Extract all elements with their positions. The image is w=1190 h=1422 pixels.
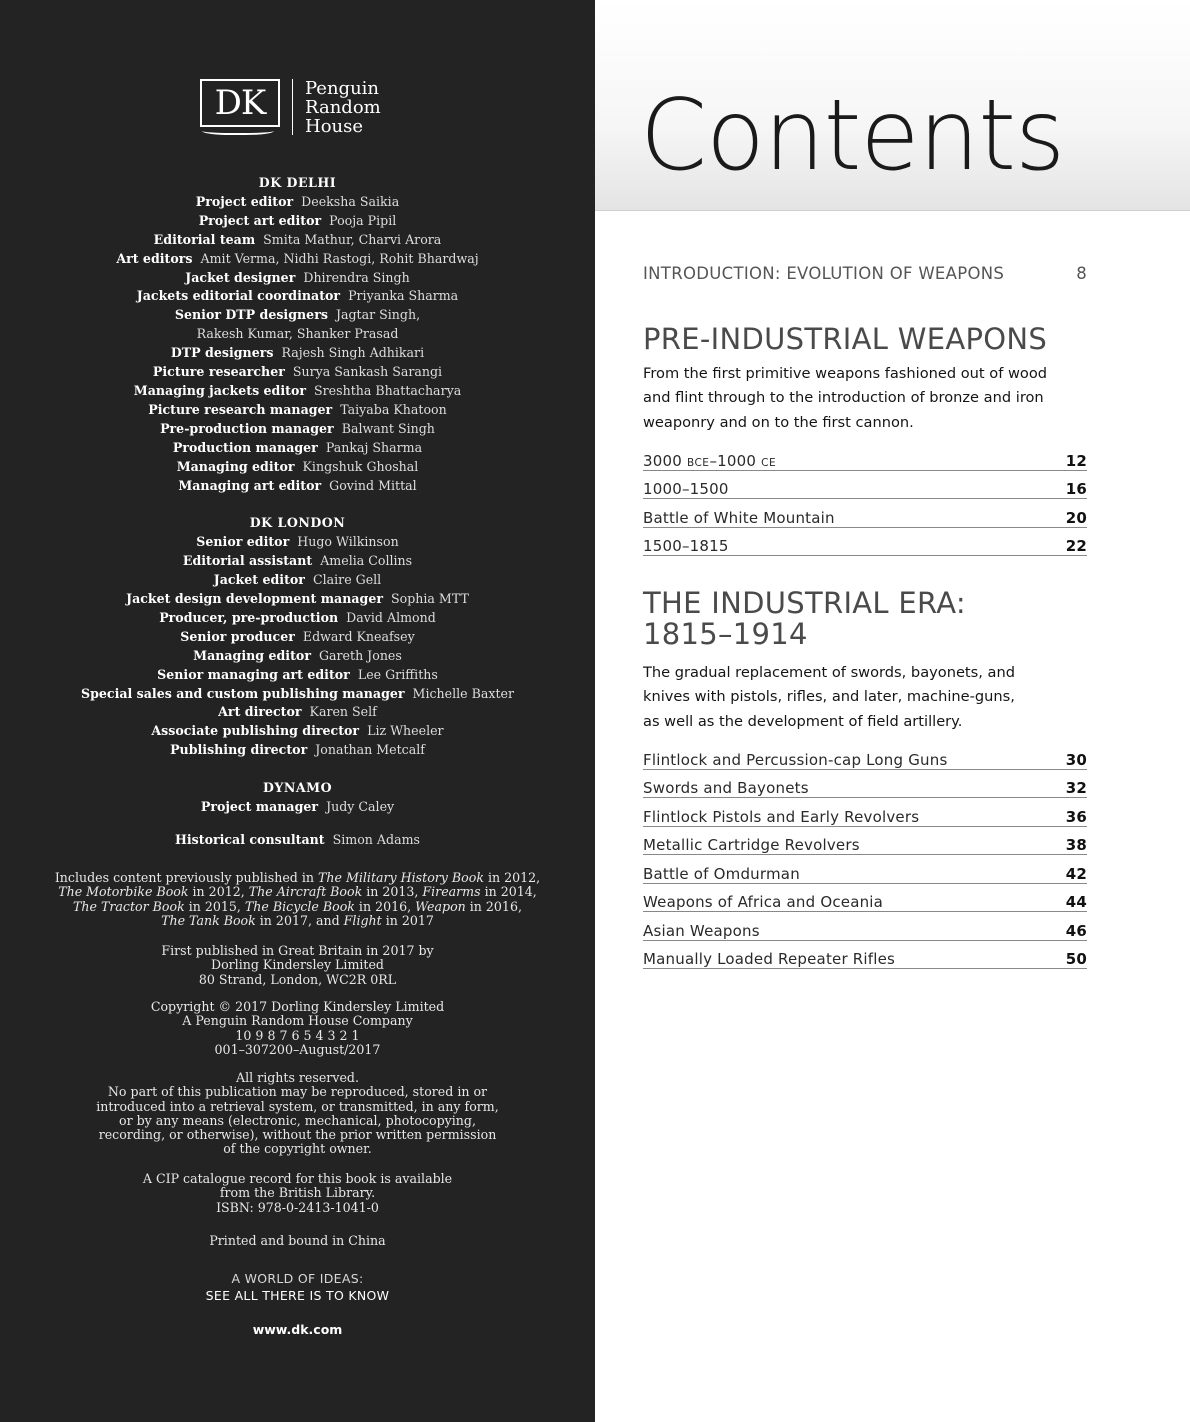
toc-item[interactable] — [643, 529, 1087, 557]
dk-delhi-credits — [0, 193, 595, 496]
credit-role: Managing editor — [193, 647, 311, 663]
credit-row — [0, 685, 595, 704]
credit-row — [0, 325, 595, 344]
toc-item-label: 1000–1500 — [643, 480, 729, 498]
toc-list-industrial-era — [643, 742, 1087, 970]
publisher-logo — [198, 78, 381, 136]
toc-item-label: Battle of Omdurman — [643, 864, 800, 883]
credit-row — [0, 831, 595, 850]
credit-name: Smita Mathur, Charvi Arora — [263, 231, 442, 247]
credit-row — [0, 666, 595, 685]
credit-row — [0, 193, 595, 212]
credit-role: Senior editor — [196, 534, 290, 550]
section-heading: DYNAMO — [262, 780, 333, 796]
toc-intro-page: 8 — [1076, 264, 1087, 283]
toc-item-page: 42 — [1065, 864, 1087, 883]
credit-row — [0, 212, 595, 231]
toc-item-page: 32 — [1065, 779, 1087, 797]
credit-role: Picture research manager — [148, 401, 333, 417]
credit-role: Production manager — [172, 439, 318, 455]
credit-name: Simon Adams — [332, 832, 420, 847]
credit-row — [0, 439, 595, 458]
credit-row — [0, 571, 595, 590]
credit-role: Art director — [218, 704, 302, 720]
slogan-line: SEE ALL THERE IS TO KNOW — [205, 1288, 390, 1303]
toc-item-page: 38 — [1065, 836, 1087, 854]
toc-intro[interactable] — [643, 264, 1087, 283]
credit-name: Deeksha Saikia — [301, 193, 400, 209]
prh-line: Random — [305, 96, 381, 118]
toc-item-label: Metallic Cartridge Revolvers — [643, 836, 860, 854]
credit-role: Jacket designer — [185, 269, 296, 285]
credit-role: Managing art editor — [178, 477, 322, 493]
credit-name: Amelia Collins — [320, 553, 413, 569]
credit-name: Pooja Pipil — [329, 212, 397, 228]
credit-name: Hugo Wilkinson — [297, 534, 399, 550]
rights-info: All rights reserved. No part of this publication may be reproduced, stored in or introduced into a retrieval system, or transmitted, in any form, or by any means (electronic, mechanical, photocopying, recording, or otherwise), without the prior written permission of the copyright owner. — [96, 1070, 499, 1157]
toc-item[interactable] — [643, 828, 1087, 856]
credit-name: Pankaj Sharma — [325, 439, 423, 455]
toc-item-label: Swords and Bayonets — [643, 779, 809, 797]
slogan-line: A WORLD OF IDEAS: — [231, 1271, 364, 1286]
book-icon — [202, 125, 274, 135]
credit-name: Kingshuk Ghoshal — [302, 458, 419, 474]
credit-row — [0, 552, 595, 571]
credit-row — [0, 363, 595, 382]
credit-role: Jackets editorial coordinator — [136, 288, 341, 304]
credit-row — [0, 703, 595, 722]
credit-role: DTP designers — [170, 345, 274, 361]
toc-item[interactable] — [643, 742, 1087, 770]
credit-name: Judy Caley — [326, 799, 395, 815]
credit-row — [0, 628, 595, 647]
credit-row — [0, 590, 595, 609]
section-description: From the first primitive weapons fashioned out of wood and flint through to the introduction of bronze and iron weaponry and on to the first cannon. — [643, 365, 1048, 431]
toc-item[interactable] — [643, 942, 1087, 970]
credit-row — [0, 477, 595, 496]
toc-item-page: 22 — [1065, 537, 1087, 555]
toc-item-page: 44 — [1065, 893, 1087, 911]
credit-name: Dhirendra Singh — [303, 269, 410, 285]
credit-role: Managing editor — [176, 458, 295, 474]
credit-row — [0, 306, 595, 325]
credit-role: Project editor — [195, 193, 294, 209]
credit-role: Special sales and custom publishing manager — [80, 685, 405, 701]
toc-item-label: Asian Weapons — [643, 921, 760, 940]
toc-list-pre-industrial — [643, 443, 1087, 557]
credit-role: Editorial team — [153, 231, 256, 247]
credit-name: Gareth Jones — [318, 647, 402, 663]
credit-role: Picture researcher — [152, 364, 285, 380]
credit-name: Jonathan Metcalf — [315, 742, 425, 758]
credit-role: Art editors — [116, 250, 193, 266]
credit-role: Senior managing art editor — [157, 666, 350, 682]
section-heading: DK DELHI — [258, 175, 337, 190]
prh-line: Penguin — [305, 77, 380, 99]
credit-name: Jagtar Singh, — [335, 307, 421, 323]
credit-name: Claire Gell — [312, 572, 382, 588]
credit-row — [0, 382, 595, 401]
credit-name: Liz Wheeler — [367, 723, 444, 739]
printed-info: Printed and bound in China — [209, 1233, 386, 1248]
credit-name: Rakesh Kumar, Shanker Prasad — [196, 326, 399, 342]
credit-role: Historical consultant — [174, 832, 325, 847]
publisher-info: First published in Great Britain in 2017 by Dorling Kindersley Limited 80 Strand, London, WC2R 0RL — [161, 943, 434, 987]
credit-name: Govind Mittal — [329, 477, 417, 493]
credit-name: Lee Griffiths — [357, 666, 438, 682]
toc-item-page: 50 — [1065, 950, 1087, 968]
toc-item-label: 1500–1815 — [643, 537, 729, 555]
credit-name: Sreshtha Bhattacharya — [314, 382, 462, 398]
website-link[interactable]: www.dk.com — [252, 1322, 343, 1337]
credit-name: Edward Kneafsey — [302, 628, 415, 644]
credit-row — [0, 401, 595, 420]
toc-item[interactable] — [643, 913, 1087, 941]
credit-row — [0, 458, 595, 477]
logo-divider — [292, 79, 293, 135]
credit-row — [0, 269, 595, 288]
dynamo-credits — [0, 798, 595, 817]
toc-item[interactable] — [643, 500, 1087, 528]
credit-role: Pre-production manager — [160, 420, 334, 436]
credit-role: Jacket editor — [213, 572, 305, 588]
credit-row — [0, 647, 595, 666]
credit-row — [0, 420, 595, 439]
toc-item-page: 12 — [1065, 451, 1087, 470]
credit-role: Producer, pre-production — [159, 609, 339, 625]
credit-name: Surya Sankash Sarangi — [292, 364, 443, 380]
credit-row — [0, 533, 595, 552]
toc-item-label: Manually Loaded Repeater Rifles — [643, 950, 896, 968]
credit-name: Rajesh Singh Adhikari — [281, 345, 425, 361]
credit-row — [0, 287, 595, 306]
slogan — [0, 1270, 595, 1304]
credit-name: Michelle Baxter — [412, 685, 514, 701]
credit-name: Karen Self — [309, 704, 377, 720]
toc-item[interactable] — [643, 472, 1087, 500]
toc-item-label: 3000 BCE–1000 CE — [643, 451, 777, 470]
credit-role: Managing jackets editor — [133, 382, 307, 398]
credit-role: Jacket design development manager — [126, 591, 383, 607]
credit-row — [0, 231, 595, 250]
credit-row — [0, 344, 595, 363]
page-title: Contents — [640, 79, 1065, 193]
section-title-pre-industrial: PRE-INDUSTRIAL WEAPONS — [643, 322, 1048, 356]
credits-block — [0, 174, 595, 850]
toc-item-label: Flintlock Pistols and Early Revolvers — [643, 807, 920, 826]
previously-published: Includes content previously published in The Military History Book in 2012, The Motorbike Book in 2012, The Aircraft Book in 2013, Firearms in 2014, The Tractor Book in 2015, The Bicycle Book in 2016, Weapon in 2016, The Tank Book in 2017, and Flight in 2017 — [54, 870, 541, 928]
toc-item[interactable] — [643, 885, 1087, 913]
credit-name: Taiyaba Khatoon — [340, 401, 447, 417]
credit-role: Associate publishing director — [151, 723, 360, 739]
credit-name: Sophia MTT — [391, 591, 469, 607]
toc-item-label: Flintlock and Percussion-cap Long Guns — [643, 750, 948, 769]
credit-row — [0, 250, 595, 269]
section-title-industrial-era: THE INDUSTRIAL ERA: 1815–1914 — [643, 586, 967, 651]
credit-name: Balwant Singh — [341, 420, 435, 436]
toc-item[interactable] — [643, 856, 1087, 884]
credit-role: Project art editor — [198, 212, 322, 228]
credit-name: Amit Verma, Nidhi Rastogi, Rohit Bhardwaj — [200, 250, 479, 266]
credit-row — [0, 798, 595, 817]
credit-name: Priyanka Sharma — [348, 288, 459, 304]
dk-logo-text: DK — [200, 79, 280, 127]
credit-role: Senior DTP designers — [174, 307, 328, 323]
toc-item[interactable] — [643, 443, 1087, 471]
section-description: The gradual replacement of swords, bayonets, and knives with pistols, rifles, and later, machine-guns, as well as the development of field artillery. — [643, 664, 1015, 730]
credit-row — [0, 741, 595, 760]
toc-item-page: 20 — [1065, 508, 1087, 527]
toc-item-label: Weapons of Africa and Oceania — [643, 893, 884, 911]
toc-item[interactable] — [643, 771, 1087, 799]
toc-item-label: Battle of White Mountain — [643, 508, 835, 527]
toc-intro-label: INTRODUCTION: EVOLUTION OF WEAPONS — [643, 264, 1005, 283]
prh-logo — [305, 79, 381, 136]
toc-item[interactable] — [643, 799, 1087, 827]
credit-row — [0, 722, 595, 741]
credit-role: Editorial assistant — [182, 553, 313, 569]
credit-role: Publishing director — [170, 742, 308, 758]
toc-item-page: 16 — [1065, 480, 1087, 498]
credit-row — [0, 609, 595, 628]
toc-item-page: 30 — [1065, 750, 1087, 769]
credit-name: David Almond — [346, 609, 436, 625]
prh-line: House — [305, 115, 364, 137]
credit-role: Senior producer — [180, 628, 295, 644]
dk-logo — [198, 79, 278, 135]
copyright-info: Copyright © 2017 Dorling Kindersley Limited A Penguin Random House Company 10 9 8 7 6 5 4 3 2 1 001–307200–August/2017 — [150, 999, 445, 1057]
toc-item-page: 36 — [1065, 807, 1087, 826]
toc-item-page: 46 — [1065, 921, 1087, 940]
dk-london-credits — [0, 533, 595, 760]
cip-info: A CIP catalogue record for this book is available from the British Library. ISBN: 978-0-2413-1041-0 — [142, 1171, 453, 1215]
credit-role: Project manager — [200, 799, 319, 815]
section-heading: DK LONDON — [249, 515, 346, 531]
